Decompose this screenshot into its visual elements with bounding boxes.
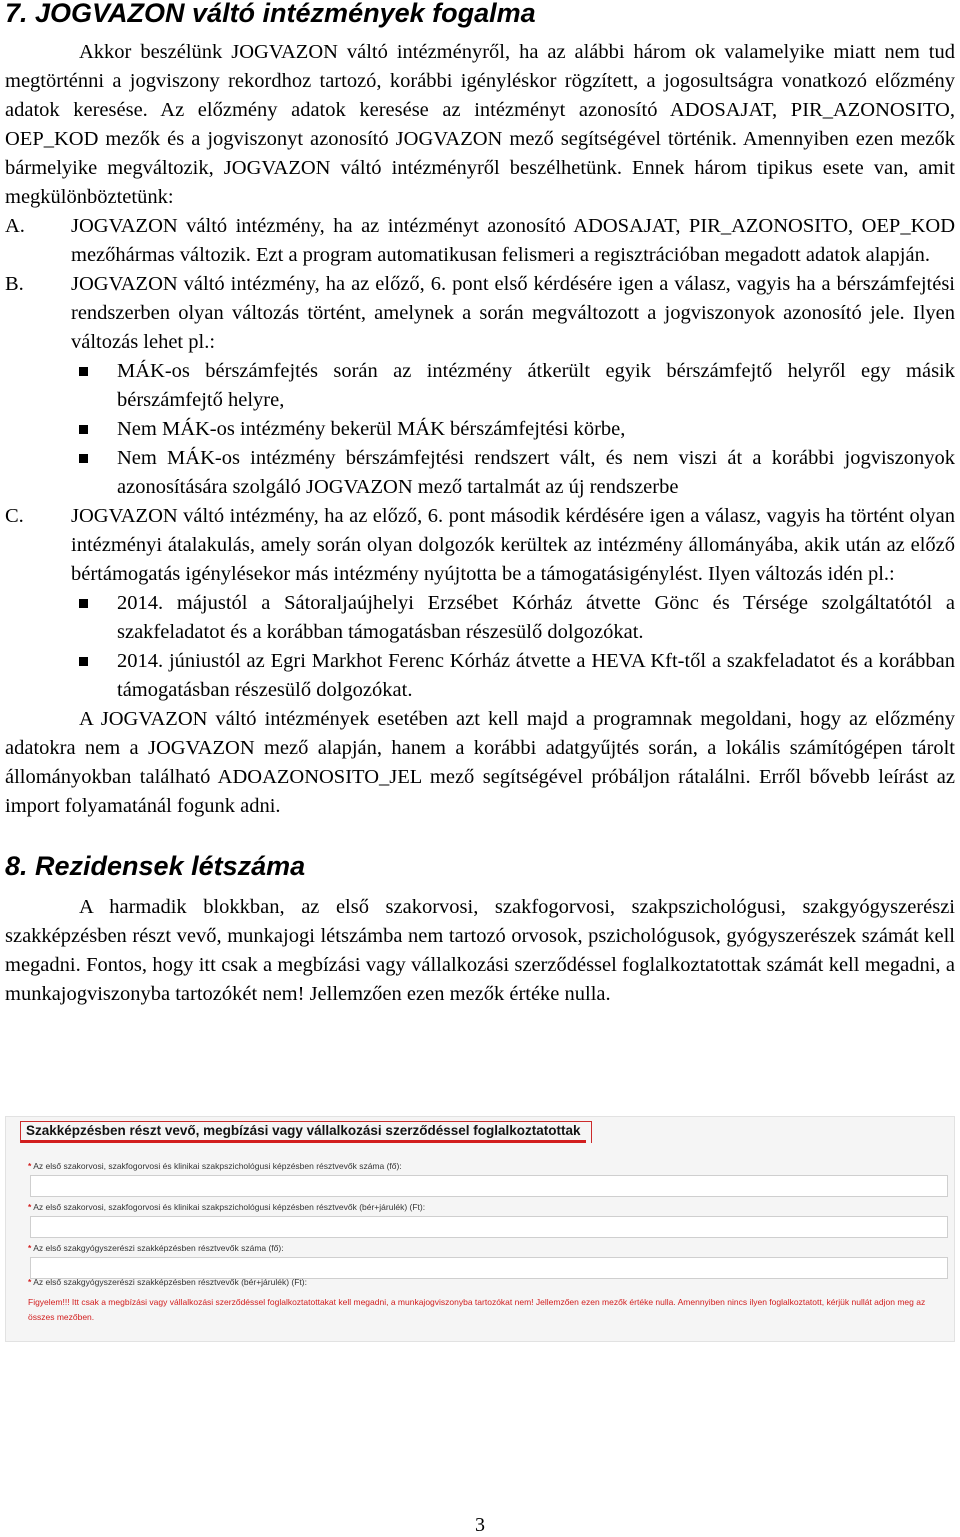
square-bullet-icon	[71, 444, 117, 502]
bullet-text: Nem MÁK-os intézmény bekerül MÁK bérszámfejtési körbe,	[117, 418, 626, 440]
square-bullet-icon	[71, 647, 117, 705]
list-text: JOGVAZON váltó intézmény, ha az intézményt azonosító ADOSAJAT, PIR_AZONOSITO, OEP_KOD mezőhármas változik. Ezt a program automatikusan felismeri a regisztrációban megadott adatok alapján.	[71, 215, 955, 266]
field-label	[28, 1277, 307, 1287]
square-bullet-icon	[71, 589, 117, 647]
list-label: A.	[5, 215, 25, 237]
section-8-body: A harmadik blokkban, az első szakorvosi, szakfogorvosi, szakpszichológusi, szakgyógyszerészi szakképzésben részt vevő, munkajogi létszámba nem tartozó orvosok, pszichológusok, gyógyszerészek számát kell megadni. Fontos, hogy itt csak a megbízási vagy vállalkozási szerződéssel foglalkoztatottak számát kell megadni, a munkajogviszonyba tartozókét nem! Jellemzően ezen mezők értéke nulla.	[5, 896, 955, 1005]
list-item-b	[5, 270, 955, 357]
bullet-item	[71, 357, 955, 415]
square-bullet-icon	[71, 415, 117, 444]
warning-note: Figyelem!!! Itt csak a megbízási vagy vállalkozási szerződéssel foglalkoztatottakat kell megadni, a munkajogviszonyba tartozókat nem! Jellemzően ezen mezők értéke nulla. Amennyiben nincs ilyen foglalkoztatott, kérjük nullát adjon meg az összes mezőben.	[28, 1297, 926, 1322]
required-marker: *	[28, 1202, 32, 1212]
required-marker: *	[28, 1161, 32, 1171]
section-7-closing: A JOGVAZON váltó intézmények esetében azt kell majd a programnak megoldani, hogy az előzmény adatokra nem a JOGVAZON mező alapján, hanem a korábbi adatgyűjtés során, a lokális számítógépen tárolt állományokban található ADOAZONOSITO_JEL mező segítségével próbáljon rátalálni. Erről bővebb leírást az import folyamatánál fogunk adni.	[5, 708, 955, 817]
square-bullet-icon	[71, 357, 117, 415]
bullet-text: Nem MÁK-os intézmény bérszámfejtési rendszert vált, és nem viszi át a korábbi jogviszonyok azonosítására szolgáló JOGVAZON mező tartalmát az új rendszerbe	[117, 447, 955, 498]
required-marker: *	[28, 1277, 32, 1287]
section-7-intro: Akkor beszélünk JOGVAZON váltó intézményről, ha az alábbi három ok valamelyike miatt nem tud megtörténni a jogviszony rekordhoz tartozó, korábbi igényléskor rögzített, a jogosultságra vonatkozó előzmény adatok keresése. Az előzmény adatok keresése az intézményt azonosító ADOSAJAT, PIR_AZONOSITO, OEP_KOD mezők és a jogviszonyt azonosító JOGVAZON mező segítségével történik. Amennyiben ezen mezők bármelyike megváltozik, JOGVAZON váltó intézményről beszélhetünk. Ennek három tipikus esete van, amit megkülönböztetünk:	[5, 41, 955, 208]
field-label-text: Az első szakorvosi, szakfogorvosi és klinikai szakpszichológusi képzésben résztvevők (bér+járulék) (Ft):	[33, 1202, 426, 1212]
residents-count-input[interactable]	[30, 1175, 948, 1197]
list-item-c	[5, 502, 955, 589]
form-screenshot	[5, 1116, 955, 1342]
required-marker: *	[28, 1243, 32, 1253]
field-label-text: Az első szakgyógyszerészi szakképzésben résztvevők száma (fő):	[33, 1243, 284, 1253]
bullet-item	[71, 415, 955, 444]
page-number: 3	[475, 1514, 485, 1536]
field-label-text: Az első szakgyógyszerészi szakképzésben résztvevők (bér+járulék) (Ft):	[33, 1277, 307, 1287]
list-item-a	[5, 212, 955, 270]
bullet-item	[71, 589, 955, 647]
list-label: B.	[5, 273, 24, 295]
residents-cost-input[interactable]	[30, 1216, 948, 1238]
section-8-heading: 8. Rezidensek létszáma	[5, 851, 306, 881]
bullet-item	[71, 444, 955, 502]
bullet-text: MÁK-os bérszámfejtés során az intézmény átkerült egyik bérszámfejtő helyről egy másik bérszámfejtő helyre,	[117, 360, 955, 411]
list-text: JOGVAZON váltó intézmény, ha az előző, 6. pont első kérdésére igen a válasz, vagyis ha a bérszámfejtési rendszerben olyan változás történt, amelynek a során megváltozott a jogviszonyok azonosító jele. Ilyen változás lehet pl.:	[71, 273, 955, 353]
bullet-text: 2014. májustól a Sátoraljaújhelyi Erzsébet Kórház átvette Gönc és Térsége szolgáltatótól a szakfeladatot és a korábban támogatásban részesülő dolgozókat.	[117, 592, 955, 643]
field-label-text: Az első szakorvosi, szakfogorvosi és klinikai szakpszichológusi képzésben résztvevők száma (fő):	[33, 1161, 402, 1171]
bullet-item	[71, 647, 955, 705]
form-section-title	[20, 1123, 586, 1143]
document-page	[5, 0, 955, 1009]
field-label	[28, 1202, 425, 1212]
bullet-text: 2014. júniustól az Egri Markhot Ferenc Kórház átvette a HEVA Kft-től a szakfeladatot és a korábban támogatásban részesülő dolgozókat.	[117, 650, 955, 701]
list-text: JOGVAZON váltó intézmény, ha az előző, 6. pont második kérdésére igen a válasz, vagyis ha történt olyan intézményi átalakulás, amely során olyan dolgozók kerültek az intézmény állományába, akik után az előző bértámogatás igénylésekor más intézmény nyújtotta be a támogatásigénylést. Ilyen változás idén pl.:	[71, 505, 955, 585]
list-label: C.	[5, 505, 24, 527]
field-label	[28, 1243, 284, 1253]
pharmacists-count-input[interactable]	[30, 1257, 948, 1279]
section-7-heading: 7. JOGVAZON váltó intézmények fogalma	[5, 0, 536, 28]
form-title-text: Szakképzésben részt vevő, megbízási vagy vállalkozási szerződéssel foglalkoztatottak	[26, 1123, 581, 1138]
field-label	[28, 1161, 402, 1171]
